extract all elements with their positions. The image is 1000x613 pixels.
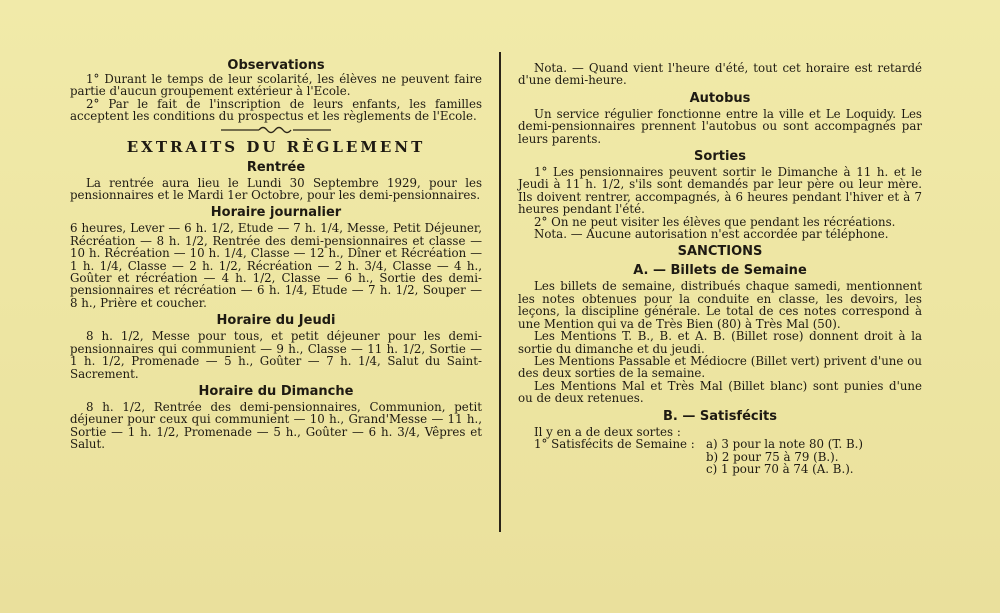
- horaire-dimanche-heading: Horaire du Dimanche: [198, 383, 354, 399]
- horaire-dimanche-text: 8 h. 1/2, Rentrée des demi-pensionnaires, Communion, petit déjeuner pour ceux qui communient — 10 h., Grand'Messe — 11 h., Sortie — 1 h. 1/2, Promenade — 5 h., Goûter — 6 h. 3/4, Vêpres et Salut.: [70, 399, 482, 452]
- satisfecits-row-c: [518, 463, 922, 476]
- left-column: [70, 58, 482, 451]
- billets-paragraph-1: Les billets de semaine, distribués chaque samedi, mentionnent les notes obtenues pour la conduite en classe, les devoirs, les leçons, la discipline générale. Le total de ces notes correspond à une Mention qui va de Très Bien (80) à Très Mal (50).: [518, 279, 922, 331]
- billets-paragraph-4: Les Mentions Mal et Très Mal (Billet blanc) sont punies d'une ou de deux retenues.: [518, 378, 922, 406]
- rentree-text: La rentrée aura lieu le Lundi 30 Septembre 1929, pour les pensionnaires et le Mardi 1er Octobre, pour les demi-pensionnaires.: [70, 175, 482, 203]
- column-divider: [499, 52, 501, 532]
- scroll-ornament-icon: [221, 125, 331, 135]
- sanctions-heading: SANCTIONS: [677, 244, 763, 260]
- autobus-heading: Autobus: [689, 90, 751, 106]
- autobus-text: Un service régulier fonctionne entre la ville et Le Loquidy. Les demi-pensionnaires prennent l'autobus ou sont accompagnés par leurs parents.: [518, 106, 922, 146]
- horaire-jeudi-heading: Horaire du Jeudi: [216, 313, 336, 329]
- satisfecits-item: b) 2 pour 75 à 79 (B.).: [706, 449, 839, 464]
- right-column: [518, 62, 922, 476]
- horaire-journalier-text: 6 heures, Lever — 6 h. 1/2, Etude — 7 h. 1/4, Messe, Petit Déjeuner, Récréation — 8 h. 1/2, Rentrée des demi-pensionnaires et classe — 10 h. Récréation — 10 h. 1/4, Classe — 12 h., Dîner et Récréation — 1 h. 1/4, Classe — 2 h. 1/2, Récréation — 2 h. 3/4, Classe — 4 h., Goûter et récréation — 4 h. 1/2, Classe — 6 h., Sortie des demi-pensionnaires et récréation — 6 h. 1/4, Etude — 7 h. 1/2, Souper — 8 h., Prière et coucher.: [70, 221, 482, 310]
- sorties-paragraph-1: 1° Les pensionnaires peuvent sortir le Dimanche à 11 h. et le Jeudi à 11 h. 1/2, s'ils sont demandés par leur père ou leur mère. Ils doivent rentrer, accompagnés, à 6 heures pendant l'hiver et à 7 heures pendant l'été.: [518, 165, 922, 217]
- horaire-jeudi-text: 8 h. 1/2, Messe pour tous, et petit déjeuner pour les demi-pensionnaires qui communient — 9 h., Classe — 11 h. 1/2, Sortie — 1 h. 1/2, Promenade — 5 h., Goûter — 7 h. 1/4, Salut du Saint-Sacrement.: [70, 329, 482, 381]
- billets-paragraph-3: Les Mentions Passable et Médiocre (Billet vert) privent d'une ou des deux sorties de la semaine.: [518, 353, 922, 381]
- satisfecits-heading: B. — Satisfécits: [662, 408, 778, 424]
- satisfecits-label: 1° Satisfécits de Semaine :: [534, 437, 695, 452]
- observations-paragraph-1: 1° Durant le temps de leur scolarité, les élèves ne peuvent faire partie d'aucun groupement extérieur à l'Ecole.: [70, 72, 482, 99]
- satisfecits-item: c) 1 pour 70 à 74 (A. B.).: [706, 462, 854, 477]
- sorties-paragraph-2: 2° On ne peut visiter les élèves que pendant les récréations.: [534, 214, 896, 229]
- observations-heading: Observations: [227, 58, 325, 73]
- rentree-heading: Rentrée: [246, 159, 306, 175]
- sorties-nota: Nota. — Aucune autorisation n'est accordée par téléphone.: [534, 227, 889, 242]
- billets-paragraph-2: Les Mentions T. B., B. et A. B. (Billet rose) donnent droit à la sortie du dimanche et du jeudi.: [518, 329, 922, 356]
- satisfecits-intro: Il y en a de deux sortes :: [534, 424, 681, 439]
- observations-paragraph-2: 2° Par le fait de l'inscription de leurs enfants, les familles acceptent les conditions du prospectus et les règlements de l'Ecole.: [70, 96, 482, 124]
- billets-heading: A. — Billets de Semaine: [633, 263, 807, 279]
- nota-heure-ete: Nota. — Quand vient l'heure d'été, tout cet horaire est retardé d'une demi-heure.: [518, 61, 922, 88]
- satisfecits-item: a) 3 pour la note 80 (T. B.): [706, 437, 864, 452]
- horaire-journalier-heading: Horaire journalier: [210, 205, 342, 221]
- sorties-heading: Sorties: [694, 149, 746, 165]
- reglement-title: EXTRAITS DU RÈGLEMENT: [126, 137, 426, 156]
